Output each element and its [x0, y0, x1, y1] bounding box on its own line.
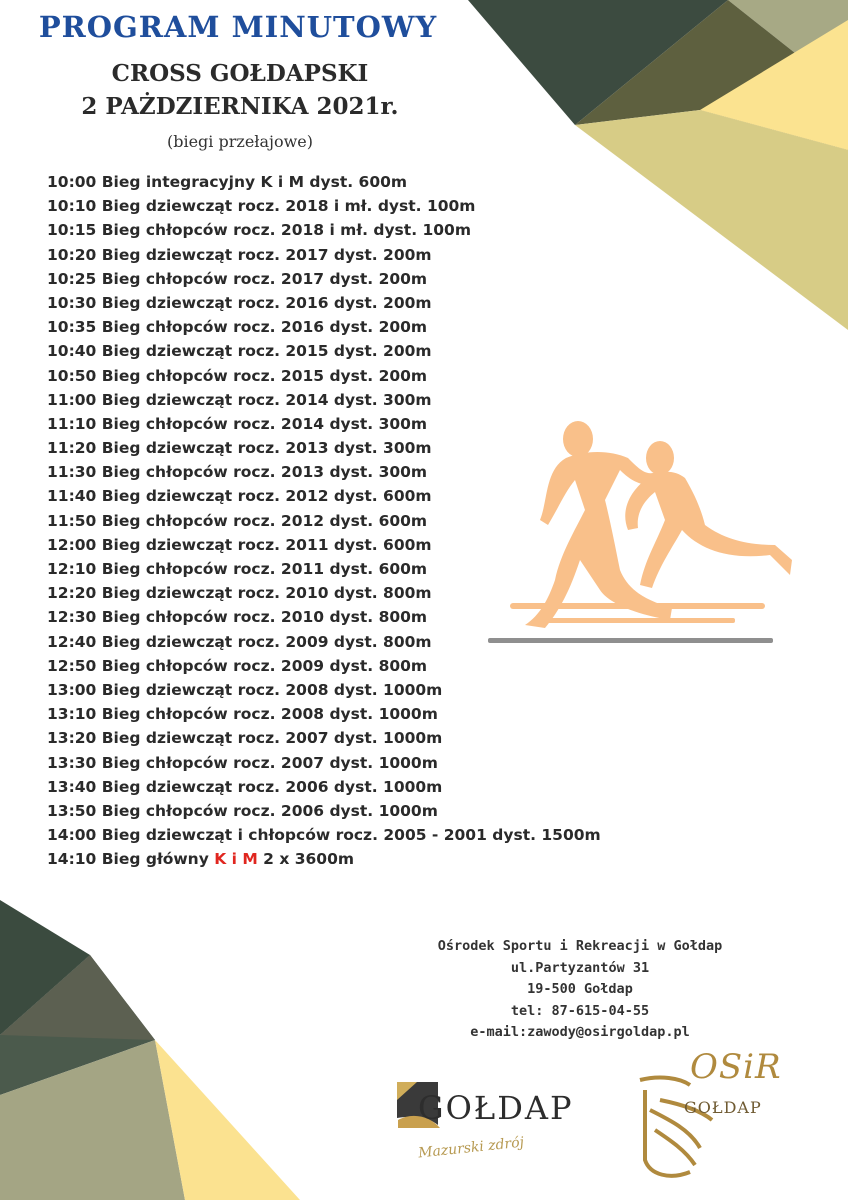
schedule-item: 13:40 Bieg dziewcząt rocz. 2006 dyst. 1000m — [47, 777, 443, 796]
schedule-list — [47, 170, 601, 871]
schedule-item: 10:25 Bieg chłopców rocz. 2017 dyst. 200m — [47, 269, 428, 288]
schedule-item: 13:50 Bieg chłopców rocz. 2006 dyst. 1000m — [47, 801, 438, 820]
schedule-item: 13:30 Bieg chłopców rocz. 2007 dyst. 1000m — [47, 753, 438, 772]
deco-top-sand — [575, 110, 848, 330]
contact-phone: tel: 87-615-04-55 — [510, 1002, 650, 1019]
schedule-item: 10:50 Bieg chłopców rocz. 2015 dyst. 200m — [47, 366, 428, 385]
schedule-item: 12:30 Bieg chłopców rocz. 2010 dyst. 800m — [47, 608, 428, 627]
schedule-item: 14:00 Bieg dziewcząt i chłopców rocz. 2005 - 2001 dyst. 1500m — [47, 826, 601, 845]
contact-block — [420, 936, 740, 1044]
event-note: (biegi przełajowe) — [166, 132, 314, 151]
schedule-item: 11:30 Bieg chłopców rocz. 2013 dyst. 300m — [47, 463, 428, 482]
contact-street: ul.Partyzantów 31 — [510, 959, 650, 976]
contact-email: e-mail:zawody@osirgoldap.pl — [470, 1024, 690, 1040]
contact-city: 19-500 Gołdap — [527, 981, 633, 997]
page-title: PROGRAM MINUTOWY — [38, 10, 438, 44]
main-race-suffix: 2 x 3600m — [257, 850, 355, 869]
schedule-item: 13:00 Bieg dziewcząt rocz. 2008 dyst. 1000m — [47, 680, 443, 699]
osir-logo-sub: GOŁDAP — [684, 1098, 762, 1117]
schedule-item: 12:40 Bieg dziewcząt rocz. 2009 dyst. 800m — [47, 632, 432, 651]
event-name: CROSS GOŁDAPSKI — [111, 60, 369, 87]
osir-logo-text: OSiR — [690, 1047, 782, 1087]
schedule-item: 10:15 Bieg chłopców rocz. 2018 i mł. dyst. 100m — [47, 221, 471, 240]
schedule-item: 12:50 Bieg chłopców rocz. 2009 dyst. 800m — [47, 656, 428, 675]
schedule-item: 11:20 Bieg dziewcząt rocz. 2013 dyst. 300m — [47, 439, 432, 458]
schedule-item: 13:10 Bieg chłopców rocz. 2008 dyst. 1000m — [47, 705, 438, 724]
osir-emblem-icon — [640, 1078, 712, 1176]
schedule-item: 11:00 Bieg dziewcząt rocz. 2014 dyst. 300m — [47, 390, 432, 409]
main-race-prefix: 14:10 Bieg główny — [47, 850, 215, 869]
schedule-item: 12:10 Bieg chłopców rocz. 2011 dyst. 600m — [47, 560, 428, 578]
schedule-item: 11:40 Bieg dziewcząt rocz. 2012 dyst. 600m — [47, 487, 432, 506]
schedule-item: 10:35 Bieg chłopców rocz. 2016 dyst. 200m — [47, 318, 428, 337]
goldap-logo-text: GOŁDAP — [418, 1089, 574, 1127]
event-date: 2 PAŻDZIERNIKA 2021r. — [81, 93, 399, 120]
schedule-item: 12:20 Bieg dziewcząt rocz. 2010 dyst. 800m — [47, 584, 432, 603]
schedule-item: 10:30 Bieg dziewcząt rocz. 2016 dyst. 200m — [47, 293, 432, 312]
schedule-item: 13:20 Bieg dziewcząt rocz. 2007 dyst. 1000m — [47, 729, 443, 748]
schedule-item: 11:50 Bieg chłopców rocz. 2012 dyst. 600m — [47, 511, 428, 530]
main-race-highlight: K i M — [214, 850, 258, 869]
schedule-item: 11:10 Bieg chłopców rocz. 2014 dyst. 300m — [47, 414, 428, 433]
contact-org: Ośrodek Sportu i Rekreacji w Gołdap — [437, 938, 723, 954]
goldap-logo-tagline: Mazurski zdrój — [417, 1134, 525, 1162]
schedule-item: 10:40 Bieg dziewcząt rocz. 2015 dyst. 200m — [47, 342, 432, 361]
schedule-item: 10:00 Bieg integracyjny K i M dyst. 600m — [47, 173, 408, 191]
schedule-item: 10:10 Bieg dziewcząt rocz. 2018 i mł. dyst. 100m — [47, 197, 476, 216]
schedule-item: 10:20 Bieg dziewcząt rocz. 2017 dyst. 200m — [47, 245, 432, 264]
schedule-item-main-race — [47, 847, 601, 871]
schedule-item: 12:00 Bieg dziewcząt rocz. 2011 dyst. 600m — [47, 535, 432, 554]
